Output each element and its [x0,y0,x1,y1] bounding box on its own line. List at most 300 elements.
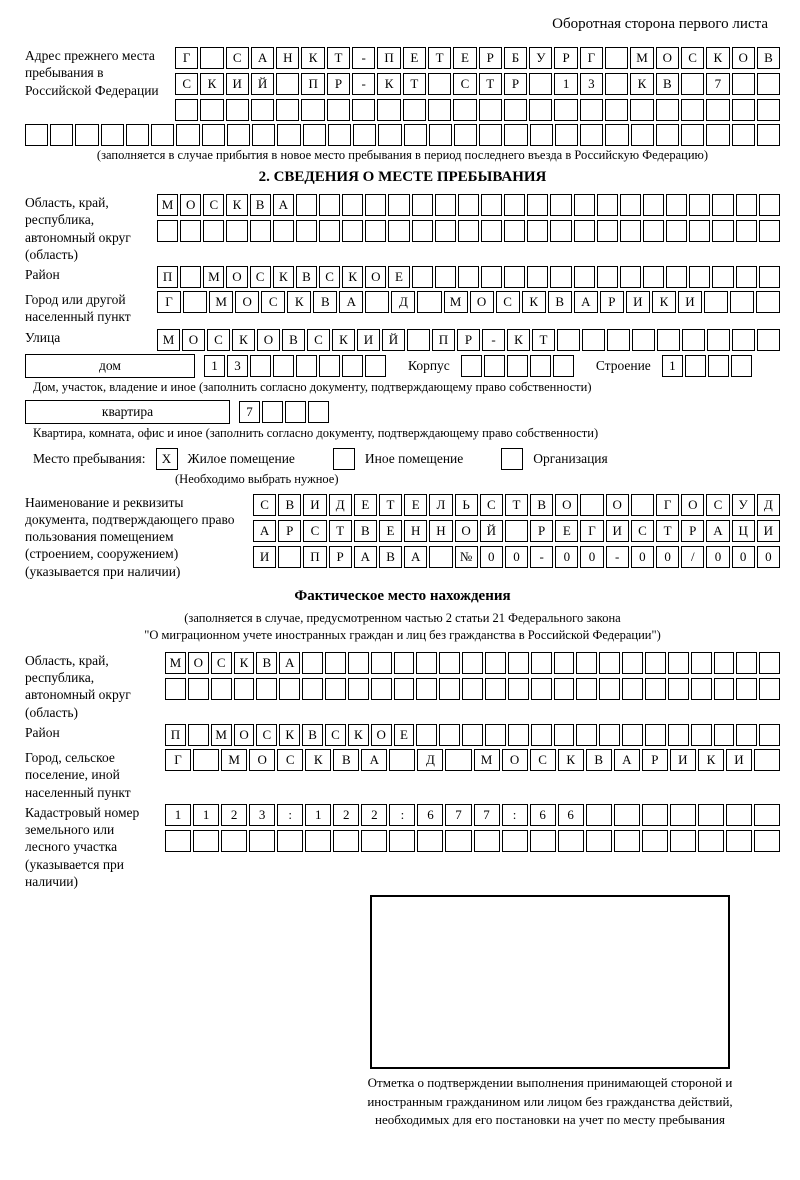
char-cell[interactable]: Е [453,47,476,69]
char-cell[interactable]: Г [580,47,603,69]
char-cell[interactable]: 3 [580,73,603,95]
char-cell[interactable]: Г [157,291,181,313]
char-cell[interactable] [417,291,441,313]
char-cell[interactable] [256,678,277,700]
char-cell[interactable]: И [226,73,249,95]
char-cell[interactable] [416,652,437,674]
char-cell[interactable] [736,724,757,746]
char-cell[interactable] [586,830,612,852]
street-cells[interactable] [157,329,780,351]
char-cell[interactable] [531,678,552,700]
char-cell[interactable] [681,73,704,95]
char-cell[interactable] [485,652,506,674]
char-cell[interactable] [620,220,641,242]
char-cell[interactable]: Р [530,520,553,542]
char-cell[interactable] [555,124,578,146]
char-cell[interactable]: С [480,494,503,516]
char-cell[interactable]: О [732,47,755,69]
char-cell[interactable] [529,73,552,95]
region-cells-row-2[interactable] [157,220,780,242]
char-cell[interactable]: С [706,494,729,516]
char-cell[interactable]: К [652,291,676,313]
char-cell[interactable] [308,401,329,423]
char-cell[interactable]: Р [504,73,527,95]
char-cell[interactable] [429,546,452,568]
char-cell[interactable] [353,124,376,146]
char-cell[interactable] [504,266,525,288]
char-cell[interactable]: У [529,47,552,69]
char-cell[interactable] [576,724,597,746]
char-cell[interactable] [576,678,597,700]
char-cell[interactable]: - [530,546,553,568]
char-cell[interactable] [691,652,712,674]
char-cell[interactable]: А [273,194,294,216]
char-cell[interactable] [645,724,666,746]
char-cell[interactable] [726,804,752,826]
char-cell[interactable] [605,73,628,95]
char-cell[interactable] [226,99,249,121]
cadastral-cells-row-2[interactable] [165,830,780,852]
char-cell[interactable] [50,124,73,146]
char-cell[interactable] [757,329,780,351]
char-cell[interactable] [586,804,612,826]
char-cell[interactable] [670,804,696,826]
char-cell[interactable] [732,99,755,121]
char-cell[interactable]: Т [428,47,451,69]
char-cell[interactable] [461,355,482,377]
char-cell[interactable] [614,804,640,826]
char-cell[interactable]: 3 [249,804,275,826]
char-cell[interactable]: В [250,194,271,216]
char-cell[interactable] [348,652,369,674]
char-cell[interactable]: 1 [165,804,191,826]
char-cell[interactable]: В [333,749,359,771]
char-cell[interactable]: Е [555,520,578,542]
char-cell[interactable] [754,749,780,771]
char-cell[interactable] [707,329,730,351]
char-cell[interactable] [75,124,98,146]
char-cell[interactable] [666,194,687,216]
char-cell[interactable] [706,124,729,146]
stroenie-cells[interactable] [662,355,752,377]
char-cell[interactable] [582,329,605,351]
char-cell[interactable]: 0 [480,546,503,568]
char-cell[interactable]: С [256,724,277,746]
char-cell[interactable]: С [325,724,346,746]
char-cell[interactable] [407,329,430,351]
char-cell[interactable] [620,266,641,288]
char-cell[interactable]: С [261,291,285,313]
char-cell[interactable] [508,678,529,700]
char-cell[interactable] [474,830,500,852]
char-cell[interactable]: О [234,724,255,746]
char-cell[interactable] [666,220,687,242]
char-cell[interactable] [273,355,294,377]
char-cell[interactable]: : [277,804,303,826]
char-cell[interactable] [550,266,571,288]
char-cell[interactable] [458,220,479,242]
char-cell[interactable]: 1 [204,355,225,377]
char-cell[interactable]: Т [327,47,350,69]
char-cell[interactable] [479,124,502,146]
char-cell[interactable]: У [732,494,755,516]
char-cell[interactable]: - [352,73,375,95]
char-cell[interactable] [759,652,780,674]
char-cell[interactable]: В [548,291,572,313]
char-cell[interactable] [328,124,351,146]
char-cell[interactable] [342,355,363,377]
char-cell[interactable]: Р [554,47,577,69]
char-cell[interactable]: И [606,520,629,542]
char-cell[interactable] [193,749,219,771]
fact-region-cells-row-2[interactable] [165,678,780,700]
char-cell[interactable]: К [342,266,363,288]
char-cell[interactable] [756,291,780,313]
char-cell[interactable]: : [389,804,415,826]
char-cell[interactable] [278,546,301,568]
char-cell[interactable] [736,652,757,674]
char-cell[interactable] [554,652,575,674]
char-cell[interactable] [527,266,548,288]
char-cell[interactable] [531,724,552,746]
char-cell[interactable] [730,291,754,313]
char-cell[interactable]: В [586,749,612,771]
char-cell[interactable] [597,266,618,288]
char-cell[interactable] [101,124,124,146]
char-cell[interactable]: О [502,749,528,771]
char-cell[interactable]: К [273,266,294,288]
char-cell[interactable] [622,724,643,746]
char-cell[interactable]: М [209,291,233,313]
char-cell[interactable] [277,830,303,852]
char-cell[interactable] [325,652,346,674]
char-cell[interactable] [429,124,452,146]
char-cell[interactable] [485,724,506,746]
char-cell[interactable] [25,124,48,146]
char-cell[interactable] [645,652,666,674]
char-cell[interactable] [642,804,668,826]
char-cell[interactable] [319,355,340,377]
char-cell[interactable] [698,804,724,826]
char-cell[interactable]: Е [388,266,409,288]
char-cell[interactable] [553,355,574,377]
char-cell[interactable]: 0 [631,546,654,568]
char-cell[interactable]: Е [404,494,427,516]
char-cell[interactable] [597,194,618,216]
char-cell[interactable]: А [614,749,640,771]
char-cell[interactable] [333,830,359,852]
char-cell[interactable]: В [757,47,780,69]
char-cell[interactable] [412,266,433,288]
char-cell[interactable]: П [377,47,400,69]
char-cell[interactable] [759,266,780,288]
char-cell[interactable] [365,291,389,313]
char-cell[interactable] [250,355,271,377]
char-cell[interactable] [388,194,409,216]
char-cell[interactable]: 0 [580,546,603,568]
char-cell[interactable] [188,724,209,746]
char-cell[interactable]: О [681,494,704,516]
char-cell[interactable] [481,266,502,288]
prev-address-cells-row-1[interactable] [175,47,780,69]
char-cell[interactable] [377,99,400,121]
char-cell[interactable] [481,194,502,216]
char-cell[interactable]: П [157,266,178,288]
char-cell[interactable] [296,194,317,216]
char-cell[interactable] [412,220,433,242]
char-cell[interactable] [668,652,689,674]
char-cell[interactable]: Г [165,749,191,771]
char-cell[interactable] [642,830,668,852]
char-cell[interactable] [276,73,299,95]
char-cell[interactable] [554,678,575,700]
char-cell[interactable] [614,830,640,852]
char-cell[interactable]: С [175,73,198,95]
char-cell[interactable] [262,401,283,423]
char-cell[interactable]: К [348,724,369,746]
fact-city-cells[interactable] [165,749,780,771]
char-cell[interactable]: И [678,291,702,313]
char-cell[interactable] [643,194,664,216]
char-cell[interactable]: А [706,520,729,542]
char-cell[interactable] [554,99,577,121]
char-cell[interactable]: Т [379,494,402,516]
char-cell[interactable]: 1 [662,355,683,377]
char-cell[interactable]: С [303,520,326,542]
char-cell[interactable] [597,220,618,242]
char-cell[interactable] [704,291,728,313]
char-cell[interactable] [759,724,780,746]
char-cell[interactable] [327,99,350,121]
char-cell[interactable] [279,678,300,700]
char-cell[interactable]: М [157,194,178,216]
char-cell[interactable] [574,194,595,216]
char-cell[interactable] [251,99,274,121]
char-cell[interactable] [462,652,483,674]
char-cell[interactable] [435,220,456,242]
char-cell[interactable] [691,678,712,700]
prev-address-cells-row-4[interactable] [25,124,780,146]
char-cell[interactable] [732,73,755,95]
char-cell[interactable]: П [165,724,186,746]
char-cell[interactable]: А [339,291,363,313]
char-cell[interactable]: К [507,329,530,351]
char-cell[interactable]: Г [175,47,198,69]
char-cell[interactable]: С [496,291,520,313]
house-number-cells[interactable] [204,355,386,377]
char-cell[interactable]: / [681,546,704,568]
char-cell[interactable] [557,329,580,351]
char-cell[interactable] [176,124,199,146]
checkbox-residential[interactable]: X [156,448,178,470]
char-cell[interactable] [479,99,502,121]
char-cell[interactable] [605,124,628,146]
char-cell[interactable] [462,678,483,700]
char-cell[interactable] [458,194,479,216]
char-cell[interactable]: А [253,520,276,542]
char-cell[interactable] [180,266,201,288]
char-cell[interactable] [736,266,757,288]
char-cell[interactable] [394,678,415,700]
char-cell[interactable] [348,678,369,700]
char-cell[interactable]: К [522,291,546,313]
char-cell[interactable] [759,678,780,700]
char-cell[interactable]: А [361,749,387,771]
char-cell[interactable]: 1 [305,804,331,826]
char-cell[interactable] [504,99,527,121]
char-cell[interactable] [301,99,324,121]
district-cells[interactable] [157,266,780,288]
char-cell[interactable]: К [279,724,300,746]
char-cell[interactable]: М [221,749,247,771]
char-cell[interactable] [388,220,409,242]
char-cell[interactable]: Е [394,724,415,746]
char-cell[interactable]: К [200,73,223,95]
char-cell[interactable]: Т [479,73,502,95]
char-cell[interactable]: И [670,749,696,771]
char-cell[interactable]: И [357,329,380,351]
char-cell[interactable]: 7 [474,804,500,826]
char-cell[interactable] [681,124,704,146]
char-cell[interactable] [484,355,505,377]
char-cell[interactable] [527,194,548,216]
char-cell[interactable]: Р [600,291,624,313]
char-cell[interactable]: Б [504,47,527,69]
char-cell[interactable] [527,220,548,242]
char-cell[interactable] [303,124,326,146]
char-cell[interactable]: С [530,749,556,771]
char-cell[interactable]: 6 [417,804,443,826]
char-cell[interactable] [342,220,363,242]
char-cell[interactable]: Р [329,546,352,568]
char-cell[interactable]: Е [354,494,377,516]
char-cell[interactable]: С [253,494,276,516]
char-cell[interactable] [668,678,689,700]
char-cell[interactable] [706,99,729,121]
char-cell[interactable]: К [377,73,400,95]
char-cell[interactable] [759,220,780,242]
char-cell[interactable] [504,220,525,242]
char-cell[interactable]: К [226,194,247,216]
char-cell[interactable]: 1 [193,804,219,826]
char-cell[interactable] [685,355,706,377]
char-cell[interactable] [529,99,552,121]
char-cell[interactable]: № [455,546,478,568]
apartment-number-cells[interactable] [239,401,329,423]
char-cell[interactable] [757,99,780,121]
char-cell[interactable] [599,724,620,746]
char-cell[interactable]: 3 [227,355,248,377]
char-cell[interactable] [165,678,186,700]
char-cell[interactable] [435,266,456,288]
korpus-cells[interactable] [461,355,574,377]
char-cell[interactable]: 7 [445,804,471,826]
char-cell[interactable] [157,220,178,242]
char-cell[interactable] [126,124,149,146]
char-cell[interactable]: - [482,329,505,351]
char-cell[interactable]: Т [505,494,528,516]
char-cell[interactable]: Ц [732,520,755,542]
char-cell[interactable] [607,329,630,351]
char-cell[interactable]: Р [327,73,350,95]
char-cell[interactable] [757,73,780,95]
char-cell[interactable]: Т [403,73,426,95]
char-cell[interactable]: Н [404,520,427,542]
char-cell[interactable] [632,329,655,351]
char-cell[interactable]: С [681,47,704,69]
char-cell[interactable]: О [606,494,629,516]
char-cell[interactable] [726,830,752,852]
char-cell[interactable] [580,124,603,146]
char-cell[interactable]: С [250,266,271,288]
char-cell[interactable] [319,194,340,216]
char-cell[interactable] [630,99,653,121]
char-cell[interactable] [530,124,553,146]
char-cell[interactable] [234,678,255,700]
char-cell[interactable] [681,99,704,121]
char-cell[interactable] [754,830,780,852]
char-cell[interactable]: 1 [554,73,577,95]
char-cell[interactable]: В [313,291,337,313]
char-cell[interactable]: - [606,546,629,568]
char-cell[interactable]: 6 [558,804,584,826]
char-cell[interactable]: К [332,329,355,351]
char-cell[interactable] [273,220,294,242]
char-cell[interactable] [439,678,460,700]
char-cell[interactable] [656,99,679,121]
char-cell[interactable] [454,124,477,146]
char-cell[interactable] [249,830,275,852]
char-cell[interactable]: А [354,546,377,568]
fact-region-cells-row-1[interactable] [165,652,780,674]
char-cell[interactable]: С [277,749,303,771]
char-cell[interactable]: Й [480,520,503,542]
char-cell[interactable]: К [706,47,729,69]
char-cell[interactable] [250,220,271,242]
char-cell[interactable] [352,99,375,121]
cadastral-cells-row-1[interactable] [165,804,780,826]
char-cell[interactable] [416,678,437,700]
char-cell[interactable]: К [305,749,331,771]
char-cell[interactable]: П [432,329,455,351]
char-cell[interactable]: В [656,73,679,95]
char-cell[interactable]: Т [532,329,555,351]
char-cell[interactable] [302,652,323,674]
char-cell[interactable] [389,830,415,852]
char-cell[interactable]: И [303,494,326,516]
char-cell[interactable] [389,749,415,771]
char-cell[interactable] [712,194,733,216]
char-cell[interactable] [531,652,552,674]
char-cell[interactable] [203,220,224,242]
char-cell[interactable] [165,830,191,852]
char-cell[interactable]: 0 [505,546,528,568]
char-cell[interactable]: К [234,652,255,674]
char-cell[interactable]: П [301,73,324,95]
char-cell[interactable] [757,124,780,146]
char-cell[interactable]: Е [403,47,426,69]
char-cell[interactable]: А [574,291,598,313]
char-cell[interactable]: 7 [239,401,260,423]
char-cell[interactable]: М [203,266,224,288]
char-cell[interactable]: И [757,520,780,542]
char-cell[interactable] [643,220,664,242]
char-cell[interactable]: Й [382,329,405,351]
char-cell[interactable]: О [180,194,201,216]
char-cell[interactable] [505,520,528,542]
fact-district-cells[interactable] [165,724,780,746]
char-cell[interactable] [403,99,426,121]
